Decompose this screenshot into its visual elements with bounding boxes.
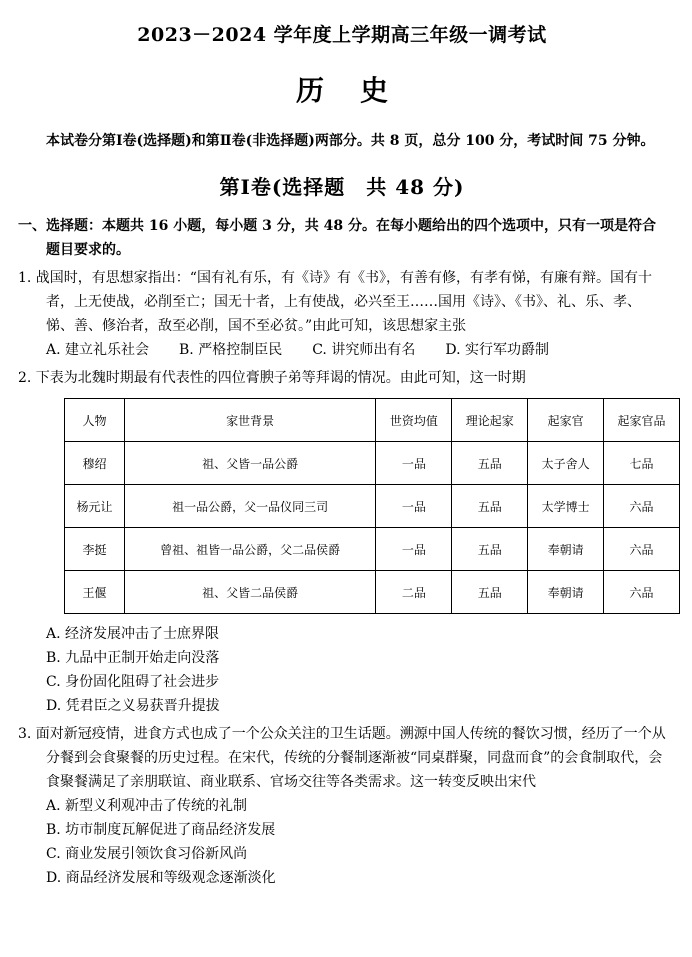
question-1-stem: 1. 战国时，有思想家指出：“国有礼有乐，有《诗》有《书》，有善有修，有孝有悌，有廉有辩。国有十者，上无使战，必削至亡；国无十者，上有使战，必兴至王……国用《诗》、《书》、礼、乐、孝、悌、善、修治者，敌至必削，国不至必贫。”由此可知，该思想家主张 <box>18 270 652 334</box>
table-header: 起家官 <box>528 399 604 442</box>
table-cell: 太子舍人 <box>528 442 604 485</box>
table-cell: 五品 <box>452 528 528 571</box>
q3-option-b: B. 坊市制度瓦解促进了商品经济发展 <box>46 822 276 838</box>
official-table <box>64 398 680 614</box>
table-cell: 王偃 <box>65 571 125 614</box>
table-row <box>65 485 680 528</box>
table-cell: 太学博士 <box>528 485 604 528</box>
table-row <box>65 442 680 485</box>
table-header: 家世背景 <box>124 399 376 442</box>
table-cell: 二品 <box>376 571 452 614</box>
q2-option-c: C. 身份固化阻碍了社会进步 <box>46 674 220 690</box>
table-row <box>65 571 680 614</box>
table-cell: 一品 <box>376 528 452 571</box>
exam-intro: 本试卷分第Ⅰ卷(选择题)和第Ⅱ卷(非选择题)两部分。共 8 页，总分 100 分，考试时间 75 分钟。 <box>46 133 655 149</box>
exam-title: 2023－2024 学年度上学期高三年级一调考试 <box>137 24 547 46</box>
q1-option-b: B. 严格控制臣民 <box>179 342 283 358</box>
q1-option-d: D. 实行军功爵制 <box>445 342 549 358</box>
table-header: 世资均值 <box>376 399 452 442</box>
table-cell: 五品 <box>452 442 528 485</box>
table-cell: 李挺 <box>65 528 125 571</box>
question-3-stem: 3. 面对新冠疫情，进食方式也成了一个公众关注的卫生话题。溯源中国人传统的餐饮习惯，经历了一个从分餐到会食聚餐的历史过程。在宋代，传统的分餐制逐渐被“同桌群聚，同盘而食”的会食制取代，会食聚餐满足了亲朋联谊、商业联系、官场交往等各类需求。这一转变反映出宋代 <box>18 726 666 790</box>
table-cell: 一品 <box>376 485 452 528</box>
table-cell: 祖一品公爵，父一品仪同三司 <box>124 485 376 528</box>
q2-option-a: A. 经济发展冲击了士庶界限 <box>46 626 220 642</box>
table-cell: 六品 <box>604 571 680 614</box>
q3-option-d: D. 商品经济发展和等级观念逐渐淡化 <box>46 870 276 886</box>
q2-option-d: D. 凭君臣之义易获晋升提拔 <box>46 698 220 714</box>
table-cell: 七品 <box>604 442 680 485</box>
table-cell: 奉朝请 <box>528 528 604 571</box>
section-title: 第Ⅰ卷(选择题 共 48 分) <box>219 175 465 199</box>
question-1-options <box>18 338 666 362</box>
table-cell: 祖、父皆二品侯爵 <box>124 571 376 614</box>
question-2-stem: 2. 下表为北魏时期最有代表性的四位膏腴子弟等拜谒的情况。由此可知，这一时期 <box>18 370 526 386</box>
subject-title: 历史 <box>295 74 424 107</box>
table-cell: 祖、父皆一品公爵 <box>124 442 376 485</box>
table-cell: 六品 <box>604 485 680 528</box>
q1-option-c: C. 讲究师出有名 <box>312 342 416 358</box>
table-header: 理论起家 <box>452 399 528 442</box>
q1-option-a: A. 建立礼乐社会 <box>46 342 150 358</box>
table-cell: 一品 <box>376 442 452 485</box>
section-instructions: 一、选择题：本题共 16 小题，每小题 3 分，共 48 分。在每小题给出的四个选项中，只有一项是符合题目要求的。 <box>18 218 656 258</box>
q2-option-b: B. 九品中正制开始走向没落 <box>46 650 220 666</box>
table-cell: 五品 <box>452 571 528 614</box>
table-cell: 五品 <box>452 485 528 528</box>
table-cell: 杨元让 <box>65 485 125 528</box>
q3-option-a: A. 新型义利观冲击了传统的礼制 <box>46 798 248 814</box>
table-header: 人物 <box>65 399 125 442</box>
table-header: 起家官品 <box>604 399 680 442</box>
table-cell: 六品 <box>604 528 680 571</box>
table-cell: 曾祖、祖皆一品公爵，父二品侯爵 <box>124 528 376 571</box>
q3-option-c: C. 商业发展引领饮食习俗新风尚 <box>46 846 248 862</box>
table-cell: 奉朝请 <box>528 571 604 614</box>
table-header-row <box>65 399 680 442</box>
table-row <box>65 528 680 571</box>
table-cell: 穆绍 <box>65 442 125 485</box>
